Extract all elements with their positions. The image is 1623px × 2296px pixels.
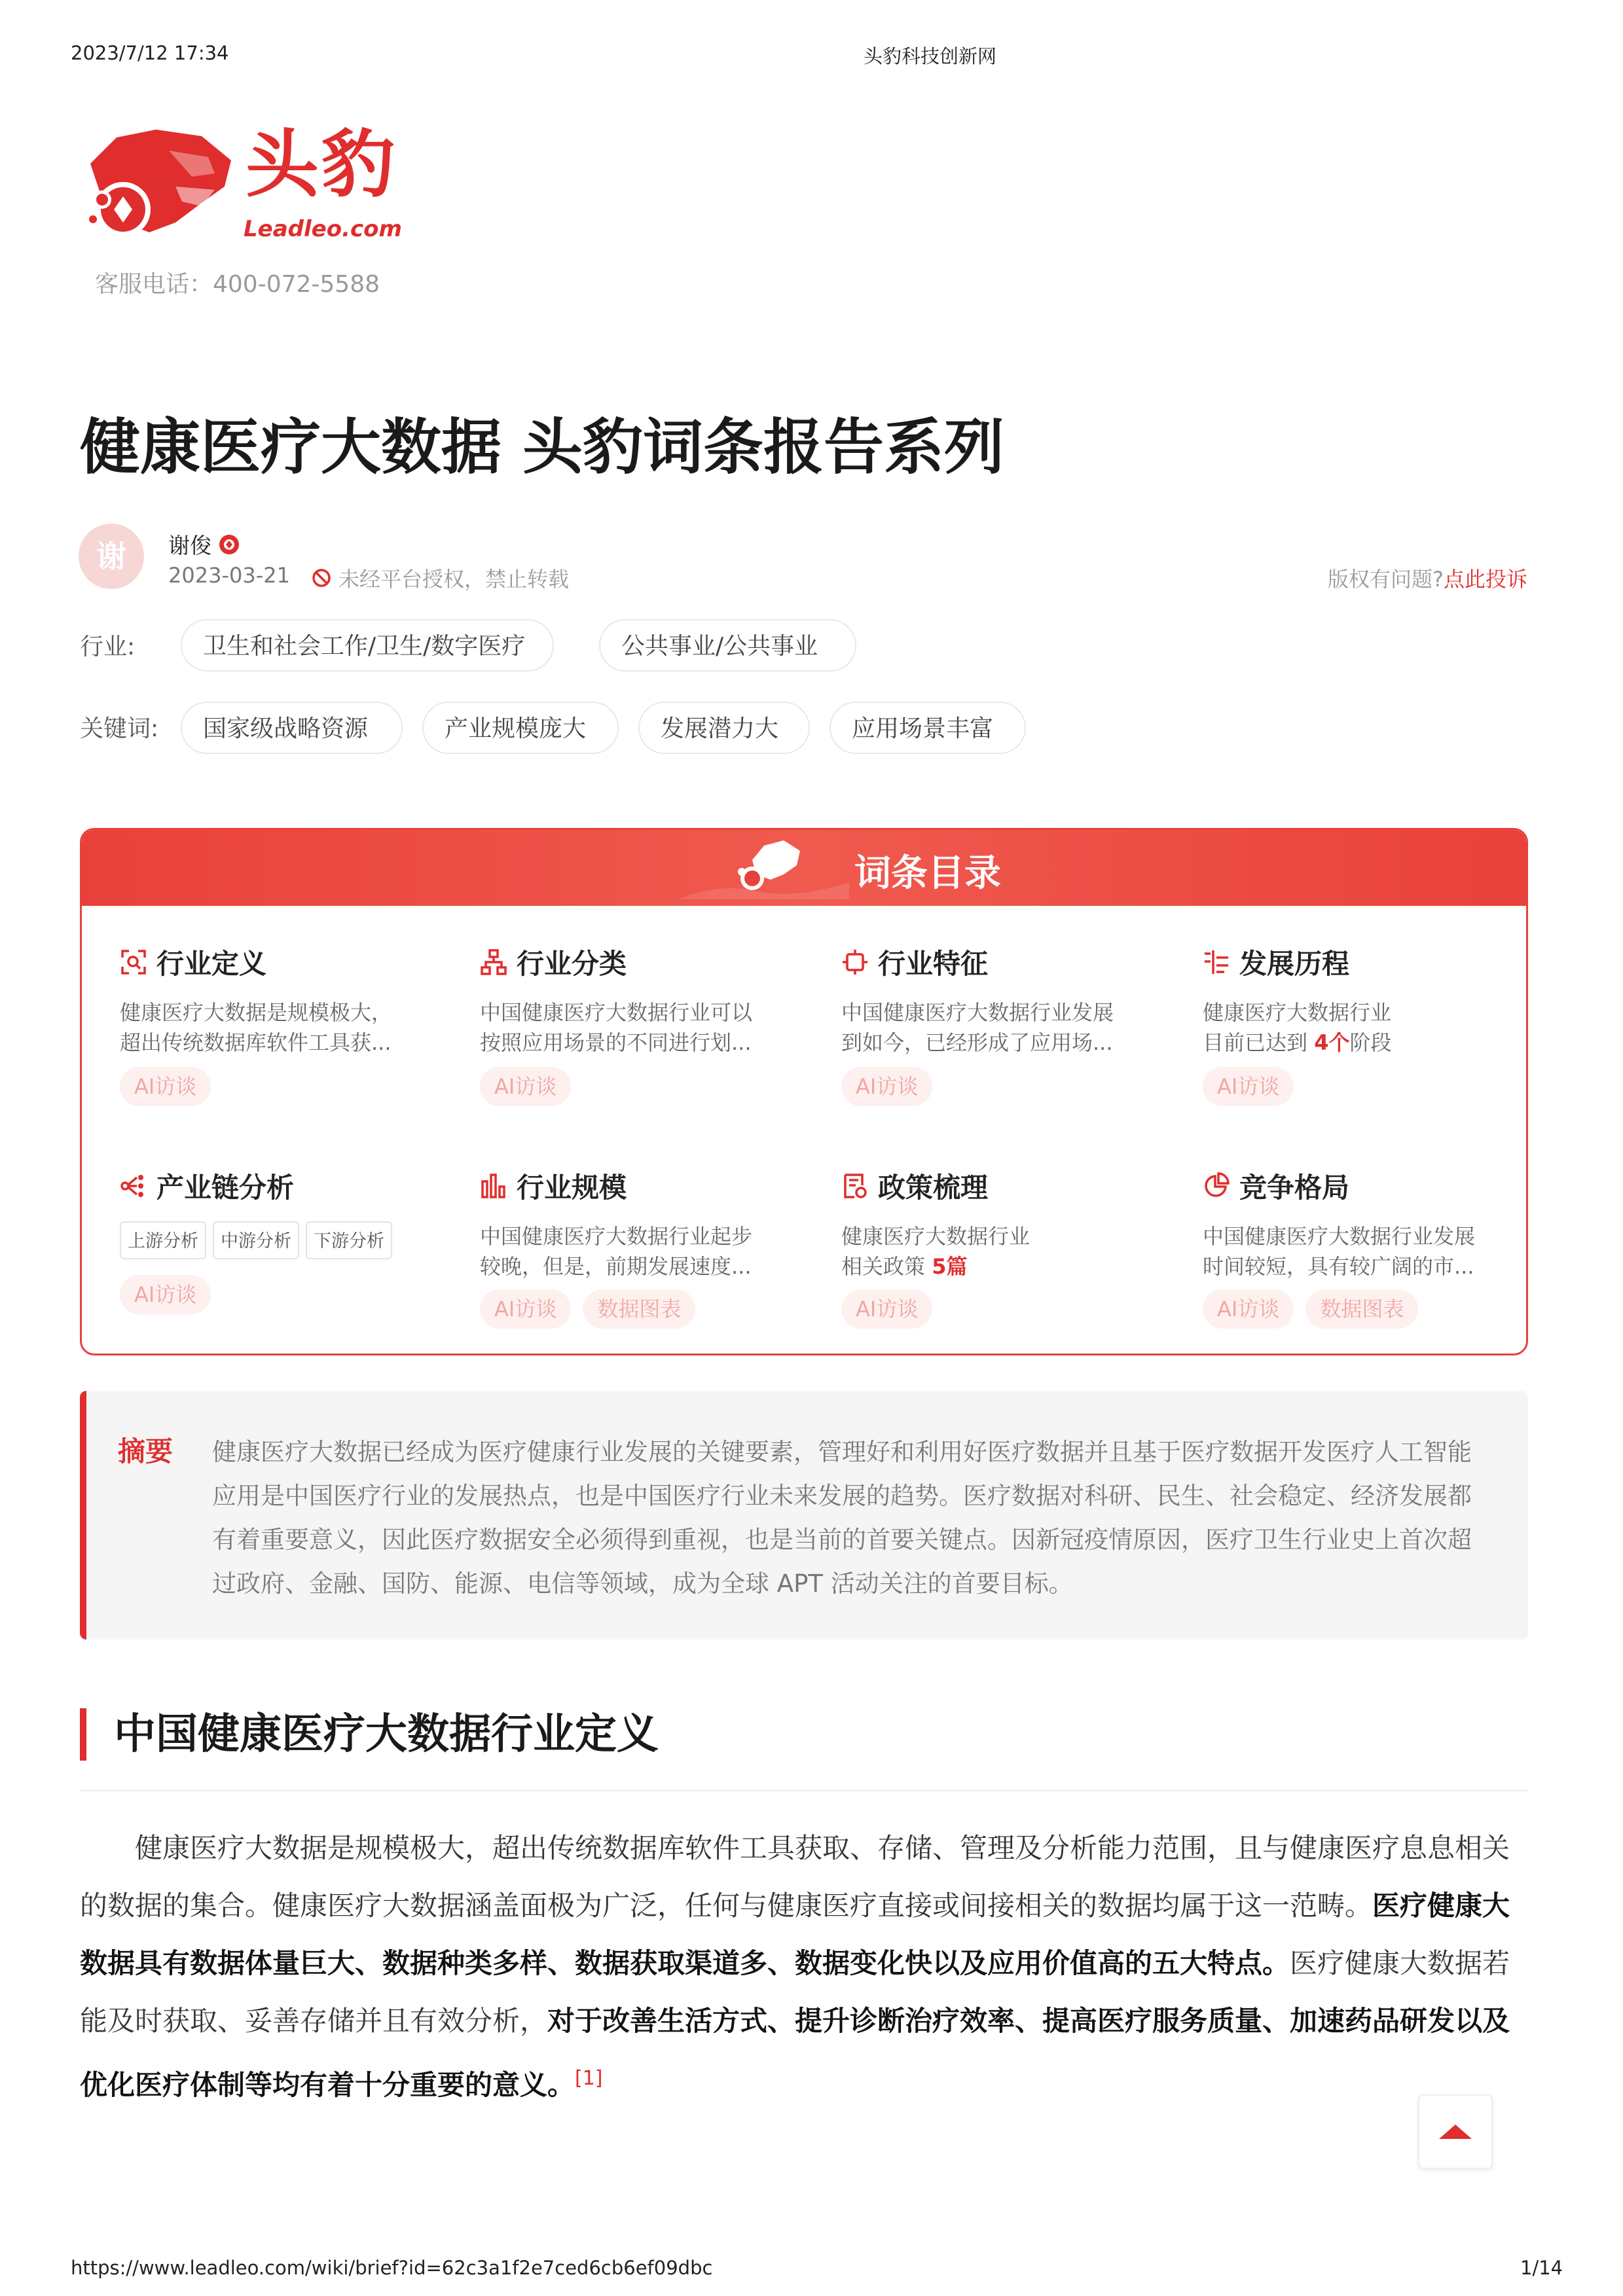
toc-item-title: 行业特征: [878, 948, 989, 980]
ai-interview-pill[interactable]: AI访谈: [480, 1067, 571, 1106]
ai-interview-pill[interactable]: AI访谈: [841, 1067, 932, 1106]
avatar[interactable]: 谢: [79, 524, 144, 589]
no-reprint-text: 未经平台授权，禁止转载: [338, 567, 570, 592]
prohibited-icon: [311, 567, 332, 588]
reference-mark[interactable]: [1]: [575, 2067, 603, 2090]
section-divider: [80, 1790, 1528, 1791]
data-chart-pill[interactable]: 数据图表: [1305, 1289, 1418, 1329]
toc-item-desc: 健康医疗大数据行业: [1203, 1000, 1392, 1025]
copyright-question: 版权有问题?: [1327, 567, 1444, 592]
toc-item-desc: 健康医疗大数据是规模极大，: [120, 1000, 393, 1025]
ai-interview-pill[interactable]: AI访谈: [120, 1275, 211, 1314]
midstream-tag[interactable]: 中游分析: [213, 1221, 299, 1259]
ai-interview-pill[interactable]: AI访谈: [841, 1289, 932, 1329]
toc-item-desc: 中国健康医疗大数据行业发展: [1203, 1224, 1476, 1249]
pie-chart-icon: [1203, 1172, 1230, 1200]
toc-title: 词条目录: [854, 852, 1001, 895]
toc-item-desc: 到如今，已经形成了应用场...: [841, 1030, 1113, 1055]
downstream-tag[interactable]: 下游分析: [306, 1221, 392, 1259]
toc-item-history[interactable]: [1203, 942, 1517, 1058]
publish-date: 2023-03-21: [168, 563, 290, 588]
toc-item-title: 行业规模: [517, 1172, 627, 1204]
print-datetime: 2023/7/12 17:34: [71, 42, 229, 64]
complaint-link[interactable]: 点此投诉: [1443, 567, 1527, 592]
customer-service-phone: 客服电话：400-072-5588: [95, 271, 380, 298]
page-url: https://www.leadleo.com/wiki/brief?id=62c3a1f2e7ced6cb6ef09dbc: [71, 2257, 713, 2279]
toc-item-title: 行业分类: [517, 948, 627, 980]
toc-item-title: 政策梳理: [878, 1172, 989, 1204]
section-heading: 中国健康医疗大数据行业定义: [80, 1708, 659, 1761]
upstream-tag[interactable]: 上游分析: [120, 1221, 206, 1259]
toc-item-title: 发展历程: [1239, 948, 1350, 980]
toc-header: [82, 830, 1526, 906]
stage-count: 4个: [1314, 1030, 1350, 1055]
toc-header-decoration: [679, 836, 849, 899]
toc-item-desc: 超出传统数据库软件工具获...: [120, 1030, 392, 1055]
toc-item-features[interactable]: [841, 942, 1156, 1058]
toc-item-desc: 中国健康医疗大数据行业可以: [480, 1000, 753, 1025]
toc-item-title: 竞争格局: [1239, 1172, 1350, 1204]
keyword-tag[interactable]: 国家级战略资源: [181, 702, 403, 754]
industry-tag[interactable]: 卫生和社会工作/卫生/数字医疗: [181, 619, 554, 672]
toc-item-desc: 目前已达到 4个阶段: [1203, 1030, 1392, 1055]
keywords-label: 关键词:: [80, 715, 159, 742]
toc-item-policy[interactable]: [841, 1166, 1156, 1282]
toc-item-desc: 时间较短，具有较广阔的市...: [1203, 1254, 1474, 1279]
toc-item-desc: 较晚，但是，前期发展速度...: [480, 1254, 752, 1279]
hierarchy-icon: [480, 948, 507, 976]
leopard-logo-icon: [77, 124, 241, 255]
section-body: 健康医疗大数据是规模极大，超出传统数据库软件工具获取、存储、管理及分析能力范围，且与健康医疗息息相关的数据的集合。健康医疗大数据涵盖面极为广泛，任何与健康医疗直接或间接相关的数据均属于这一范畴。医疗健康大数据具有数据体量巨大、数据种类多样、数据获取渠道多、数据变化快以及应用价值高的五大特点。医疗健康大数据若能及时获取、妥善存储并且有效分析，对于改善生活方式、提升诊断治疗效率、提高医疗服务质量、加速药品研发以及优化医疗体制等均有着十分重要的意义。[1]: [80, 1832, 1510, 2101]
toc-item-desc: 中国健康医疗大数据行业起步: [480, 1224, 753, 1249]
ai-interview-pill[interactable]: AI访谈: [1203, 1067, 1294, 1106]
keyword-tag[interactable]: 应用场景丰富: [830, 702, 1026, 754]
search-doc-icon: [120, 948, 147, 976]
copyright-complaint: [1328, 563, 1527, 593]
author-name[interactable]: 谢俊: [168, 533, 211, 558]
abstract-label: 摘要: [118, 1435, 173, 1467]
target-icon: [841, 948, 869, 976]
logo-text-en: Leadleo.com: [244, 216, 402, 242]
chain-icon: [120, 1172, 147, 1200]
bar-chart-icon: [480, 1172, 507, 1200]
toc-item-desc: 相关政策 5篇: [841, 1254, 968, 1279]
toc-item-competition[interactable]: [1203, 1166, 1517, 1282]
keyword-tag[interactable]: 产业规模庞大: [422, 702, 619, 754]
abstract-box: [80, 1391, 1528, 1640]
toc-item-title: 行业定义: [156, 948, 267, 980]
timeline-icon: [1203, 948, 1230, 976]
caret-up-icon: [1419, 2096, 1491, 2168]
verified-badge-icon: [218, 533, 240, 556]
toc-item-desc: 按照应用场景的不同进行划...: [480, 1030, 752, 1055]
policy-count: 5篇: [932, 1254, 968, 1279]
abstract-text: 健康医疗大数据已经成为医疗健康行业发展的关键要素，管理好和利用好医疗数据并且基于医疗数据开发医疗人工智能应用是中国医疗行业的发展热点，也是中国医疗行业未来发展的趋势。医疗数据对科研、民生、社会稳定、经济发展都有着重要意义，因此医疗数据安全必须得到重视，也是当前的首要关键点。因新冠疫情原因，医疗卫生行业史上首次超过政府、金融、国防、能源、电信等领域，成为全球 APT 活动关注的首要目标。: [212, 1438, 1472, 1598]
logo-text-cn: 头豹: [246, 122, 397, 207]
significance-text: 对于改善生活方式、提升诊断治疗效率、提高医疗服务质量、加速药品研发以及优化医疗体制等均有着十分重要的意义。: [80, 2005, 1510, 2101]
keyword-tag[interactable]: 发展潜力大: [638, 702, 810, 754]
toc-panel: [80, 828, 1528, 1355]
no-reprint-notice: [311, 563, 569, 593]
back-to-top-button[interactable]: [1418, 2094, 1493, 2169]
key-features-text: 医疗健康大数据具有数据体量巨大、数据种类多样、数据获取渠道多、数据变化快以及应用价值高的五大特点。: [80, 1890, 1510, 1979]
print-site-title: 头豹科技创新网: [864, 45, 997, 67]
industry-tag[interactable]: 公共事业/公共事业: [599, 619, 856, 672]
author-name-row[interactable]: [168, 529, 240, 560]
page-title: 健康医疗大数据 头豹词条报告系列: [80, 412, 1005, 482]
toc-item-scale[interactable]: [480, 1166, 794, 1282]
page-number: 1/14: [1520, 2257, 1563, 2279]
toc-item-definition[interactable]: [120, 942, 434, 1058]
industry-label: 行业:: [80, 634, 136, 660]
toc-item-desc: 中国健康医疗大数据行业发展: [841, 1000, 1114, 1025]
toc-item-classification[interactable]: [480, 942, 794, 1058]
toc-item-desc: 健康医疗大数据行业: [841, 1224, 1030, 1249]
ai-interview-pill[interactable]: AI访谈: [480, 1289, 571, 1329]
ai-interview-pill[interactable]: AI访谈: [120, 1067, 211, 1106]
ai-interview-pill[interactable]: AI访谈: [1203, 1289, 1294, 1329]
policy-doc-icon: [841, 1172, 869, 1200]
toc-item-title: 产业链分析: [156, 1172, 295, 1204]
data-chart-pill[interactable]: 数据图表: [583, 1289, 695, 1329]
toc-item-chain[interactable]: [120, 1166, 434, 1259]
